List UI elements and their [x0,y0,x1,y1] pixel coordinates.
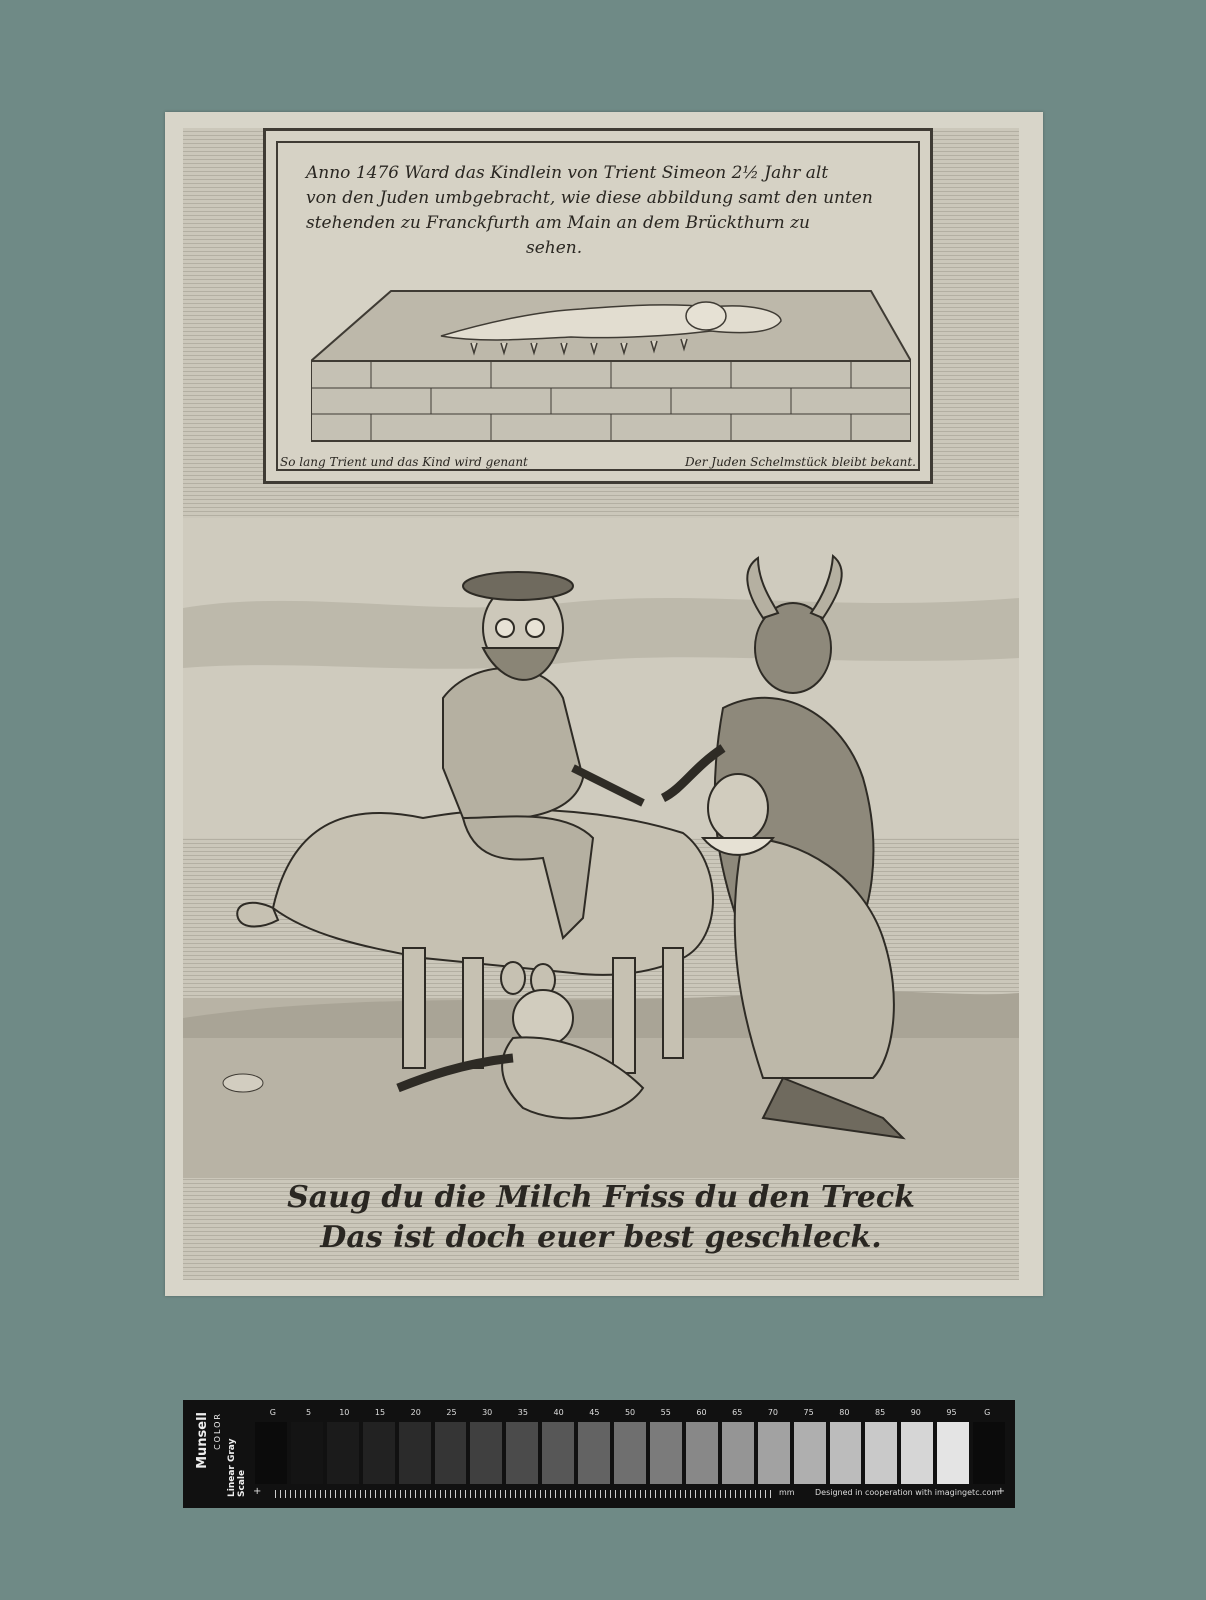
engraving [183,128,1019,1280]
scale-credit: Designed in cooperation with imagingetc.com [815,1488,1000,1497]
scale-tick-label: 40 [553,1408,564,1417]
scale-tick-label: 60 [696,1408,707,1417]
scale-tick-label: 15 [374,1408,386,1417]
print-sheet [165,112,1043,1296]
gray-patch [614,1422,646,1484]
gray-patches [255,1422,1005,1484]
gray-patch [255,1422,287,1484]
gray-patch [758,1422,790,1484]
gray-patch [399,1422,431,1484]
inscription-line: Anno 1476 Ward das Kindlein von Trient Simeon 2½ Jahr alt [306,163,829,183]
scale-tick-label: 20 [410,1408,421,1417]
gray-patch [363,1422,395,1484]
scale-tick-label: 65 [732,1408,743,1417]
slab-illustration [311,281,911,446]
inscription-line: stehenden zu Franckfurth am Main an dem Brückthurn zu [306,213,811,233]
gray-patch [506,1422,538,1484]
top-panel [263,128,933,484]
gray-patch [291,1422,323,1484]
brand-sub: COLOR [213,1412,222,1450]
main-scene [183,518,1019,1178]
scale-label: Linear Gray Scale [227,1438,247,1497]
gray-patch [542,1422,574,1484]
inscription-line: von den Juden umbgebracht, wie diese abbildung samt den unten [306,188,873,208]
gray-patch [722,1422,754,1484]
gray-patch [794,1422,826,1484]
scale-tick-label: 70 [767,1408,779,1417]
scale-tick-label: 45 [589,1408,600,1417]
scale-ticks [255,1408,1005,1422]
gray-patch [973,1422,1005,1484]
scale-tick-label: 80 [839,1408,850,1417]
gray-patch [650,1422,682,1484]
mm-ruler [275,1490,775,1498]
ruler-unit: mm [779,1488,795,1497]
scale-tick-label: 85 [874,1408,886,1417]
gray-patch [830,1422,862,1484]
gray-patch [578,1422,610,1484]
gray-patch [937,1422,969,1484]
brand-name: Munsell [195,1412,210,1469]
verse-line: Das ist doch euer best geschleck. [320,1220,882,1255]
gray-patch [327,1422,359,1484]
verse-line: Saug du die Milch Friss du den Treck [287,1180,915,1215]
registration-mark: + [253,1486,262,1497]
gray-patch [435,1422,467,1484]
scale-tick-label: 10 [339,1408,350,1417]
inscription-line: sehen. [526,238,583,258]
scale-tick-label: 55 [660,1408,671,1417]
scale-tick-label: 25 [446,1408,457,1417]
scale-tick-label: G [269,1408,276,1417]
scale-tick-label: 35 [517,1408,528,1417]
scale-tick-label: 95 [946,1408,957,1417]
scale-tick-label: 75 [803,1408,814,1417]
top-inscription [306,161,900,261]
gray-scale-card [183,1400,1015,1508]
scale-tick-label: 5 [306,1408,312,1417]
gray-patch [901,1422,933,1484]
scale-tick-label: G [984,1408,991,1417]
scale-tick-label: 30 [482,1408,493,1417]
gray-patch [865,1422,897,1484]
caption-left: So lang Trient und das Kind wird genant [280,455,528,469]
munsell-logo [195,1412,245,1497]
scale-tick-label: 50 [624,1408,636,1417]
scale-tick-label: 90 [910,1408,921,1417]
caption-right: Der Juden Schelmstück bleibt bekant. [685,455,916,469]
registration-mark: + [996,1486,1005,1497]
gray-patch [686,1422,718,1484]
verse [183,1178,1019,1258]
top-captions [280,455,916,469]
gray-patch [470,1422,502,1484]
